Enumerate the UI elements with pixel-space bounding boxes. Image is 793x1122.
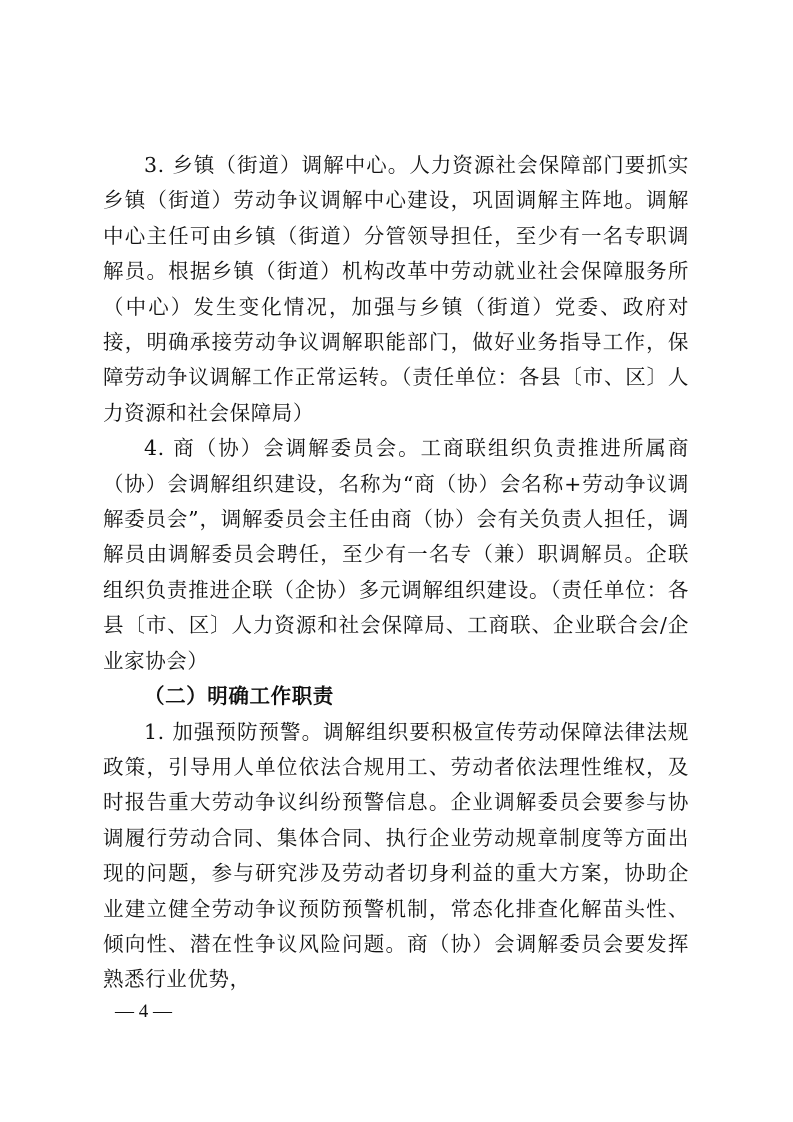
- paragraph-township-mediation-center: 3. 乡镇（街道）调解中心。人力资源社会保障部门要抓实乡镇（街道）劳动争议调解中心建设，巩固调解主阵地。调解中心主任可由乡镇（街道）分管领导担任，至少有一名专职调解员。根据乡镇（街道）机构改革中劳动就业社会保障服务所（中心）发生变化情况，加强与乡镇（街道）党委、政府对接，明确承接劳动争议调解职能部门，做好业务指导工作，保障劳动争议调解工作正常运转。（责任单位：各县〔市、区〕人力资源和社会保障局）: [103, 153, 689, 425]
- section-heading: （二）明确工作职责: [144, 684, 334, 709]
- paragraph-prevention-warning: 1. 加强预防预警。调解组织要积极宣传劳动保障法律法规政策，引导用人单位依法合规用工、劳动者依法理性维权，及时报告重大劳动争议纠纷预警信息。企业调解委员会要参与协调履行劳动合同、集体合同、执行企业劳动规章制度等方面出现的问题，参与研究涉及劳动者切身利益的重大方案，协助企业建立健全劳动争议预防预警机制，常态化排查化解苗头性、倾向性、潜在性争议风险问题。商（协）会调解委员会要发挥熟悉行业优势，: [103, 719, 689, 992]
- page-number: — 4 —: [115, 1001, 172, 1022]
- document-body: [103, 148, 689, 998]
- paragraph-chamber-mediation-committee: 4. 商（协）会调解委员会。工商联组织负责推进所属商（协）会调解组织建设，名称为“商（协）会名称+劳动争议调解委员会”，调解委员会主任由商（协）会有关负责人担任，调解员由调解委员会聘任，至少有一名专（兼）职调解员。企联组织负责推进企联（企协）多元调解组织建设。（责任单位：各县〔市、区〕人力资源和社会保障局、工商联、企业联合会/企业家协会）: [103, 436, 689, 673]
